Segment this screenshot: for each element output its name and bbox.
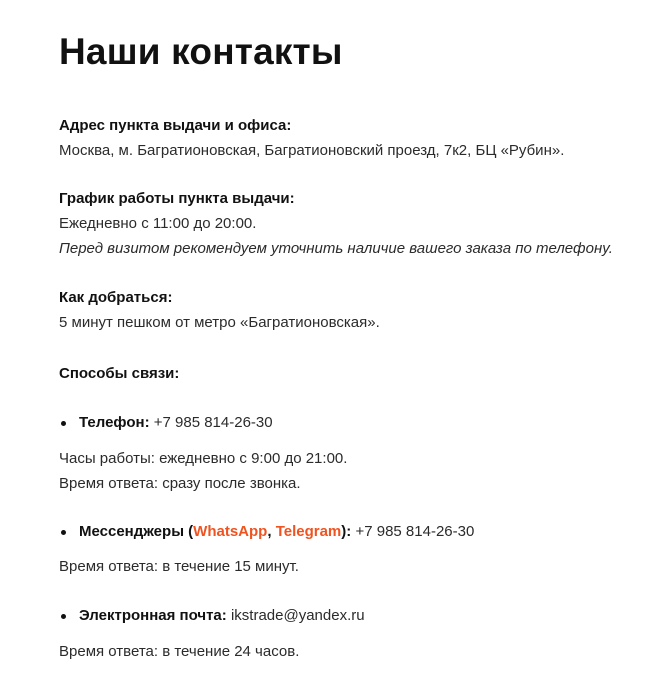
email-label: Электронная почта: [79, 607, 227, 624]
phone-hours: Часы работы: ежедневно с 9:00 до 21:00. [59, 450, 348, 467]
email-value[interactable]: ikstrade@yandex.ru [230, 607, 365, 624]
schedule-value: Ежедневно с 11:00 до 20:00. [59, 215, 257, 232]
schedule-note: Перед визитом рекомендуем уточнить наличие вашего заказа по телефону. [59, 240, 613, 257]
directions-label: Как добраться: [59, 289, 173, 306]
phone-value[interactable]: +7 985 814-26-30 [153, 414, 273, 431]
email-item [79, 606, 365, 626]
email-response: Время ответа: в течение 24 часов. [59, 643, 300, 660]
messengers-label-suffix: ): [341, 523, 352, 540]
address-label: Адрес пункта выдачи и офиса: [59, 117, 292, 134]
whatsapp-link[interactable]: WhatsApp [193, 523, 268, 540]
messengers-separator: , [267, 523, 276, 540]
messengers-value[interactable]: +7 985 814-26-30 [355, 523, 475, 540]
schedule-label: График работы пункта выдачи: [59, 190, 295, 207]
telegram-link[interactable]: Telegram [275, 523, 342, 540]
contact-methods-label: Способы связи: [59, 365, 180, 382]
phone-label: Телефон: [79, 414, 150, 431]
bullet-icon [61, 530, 66, 535]
bullet-icon [61, 421, 66, 426]
messengers-label-prefix: Мессенджеры ( [79, 523, 194, 540]
directions-value: 5 минут пешком от метро «Багратионовская». [59, 314, 380, 331]
bullet-icon [61, 614, 66, 619]
page-title: Наши контакты [59, 31, 343, 72]
phone-response: Время ответа: сразу после звонка. [59, 475, 301, 492]
messengers-response: Время ответа: в течение 15 минут. [59, 558, 299, 575]
address-value: Москва, м. Багратионовская, Багратионовский проезд, 7к2, БЦ «Рубин». [59, 142, 565, 159]
phone-item [79, 413, 273, 433]
messengers-item [79, 522, 474, 542]
